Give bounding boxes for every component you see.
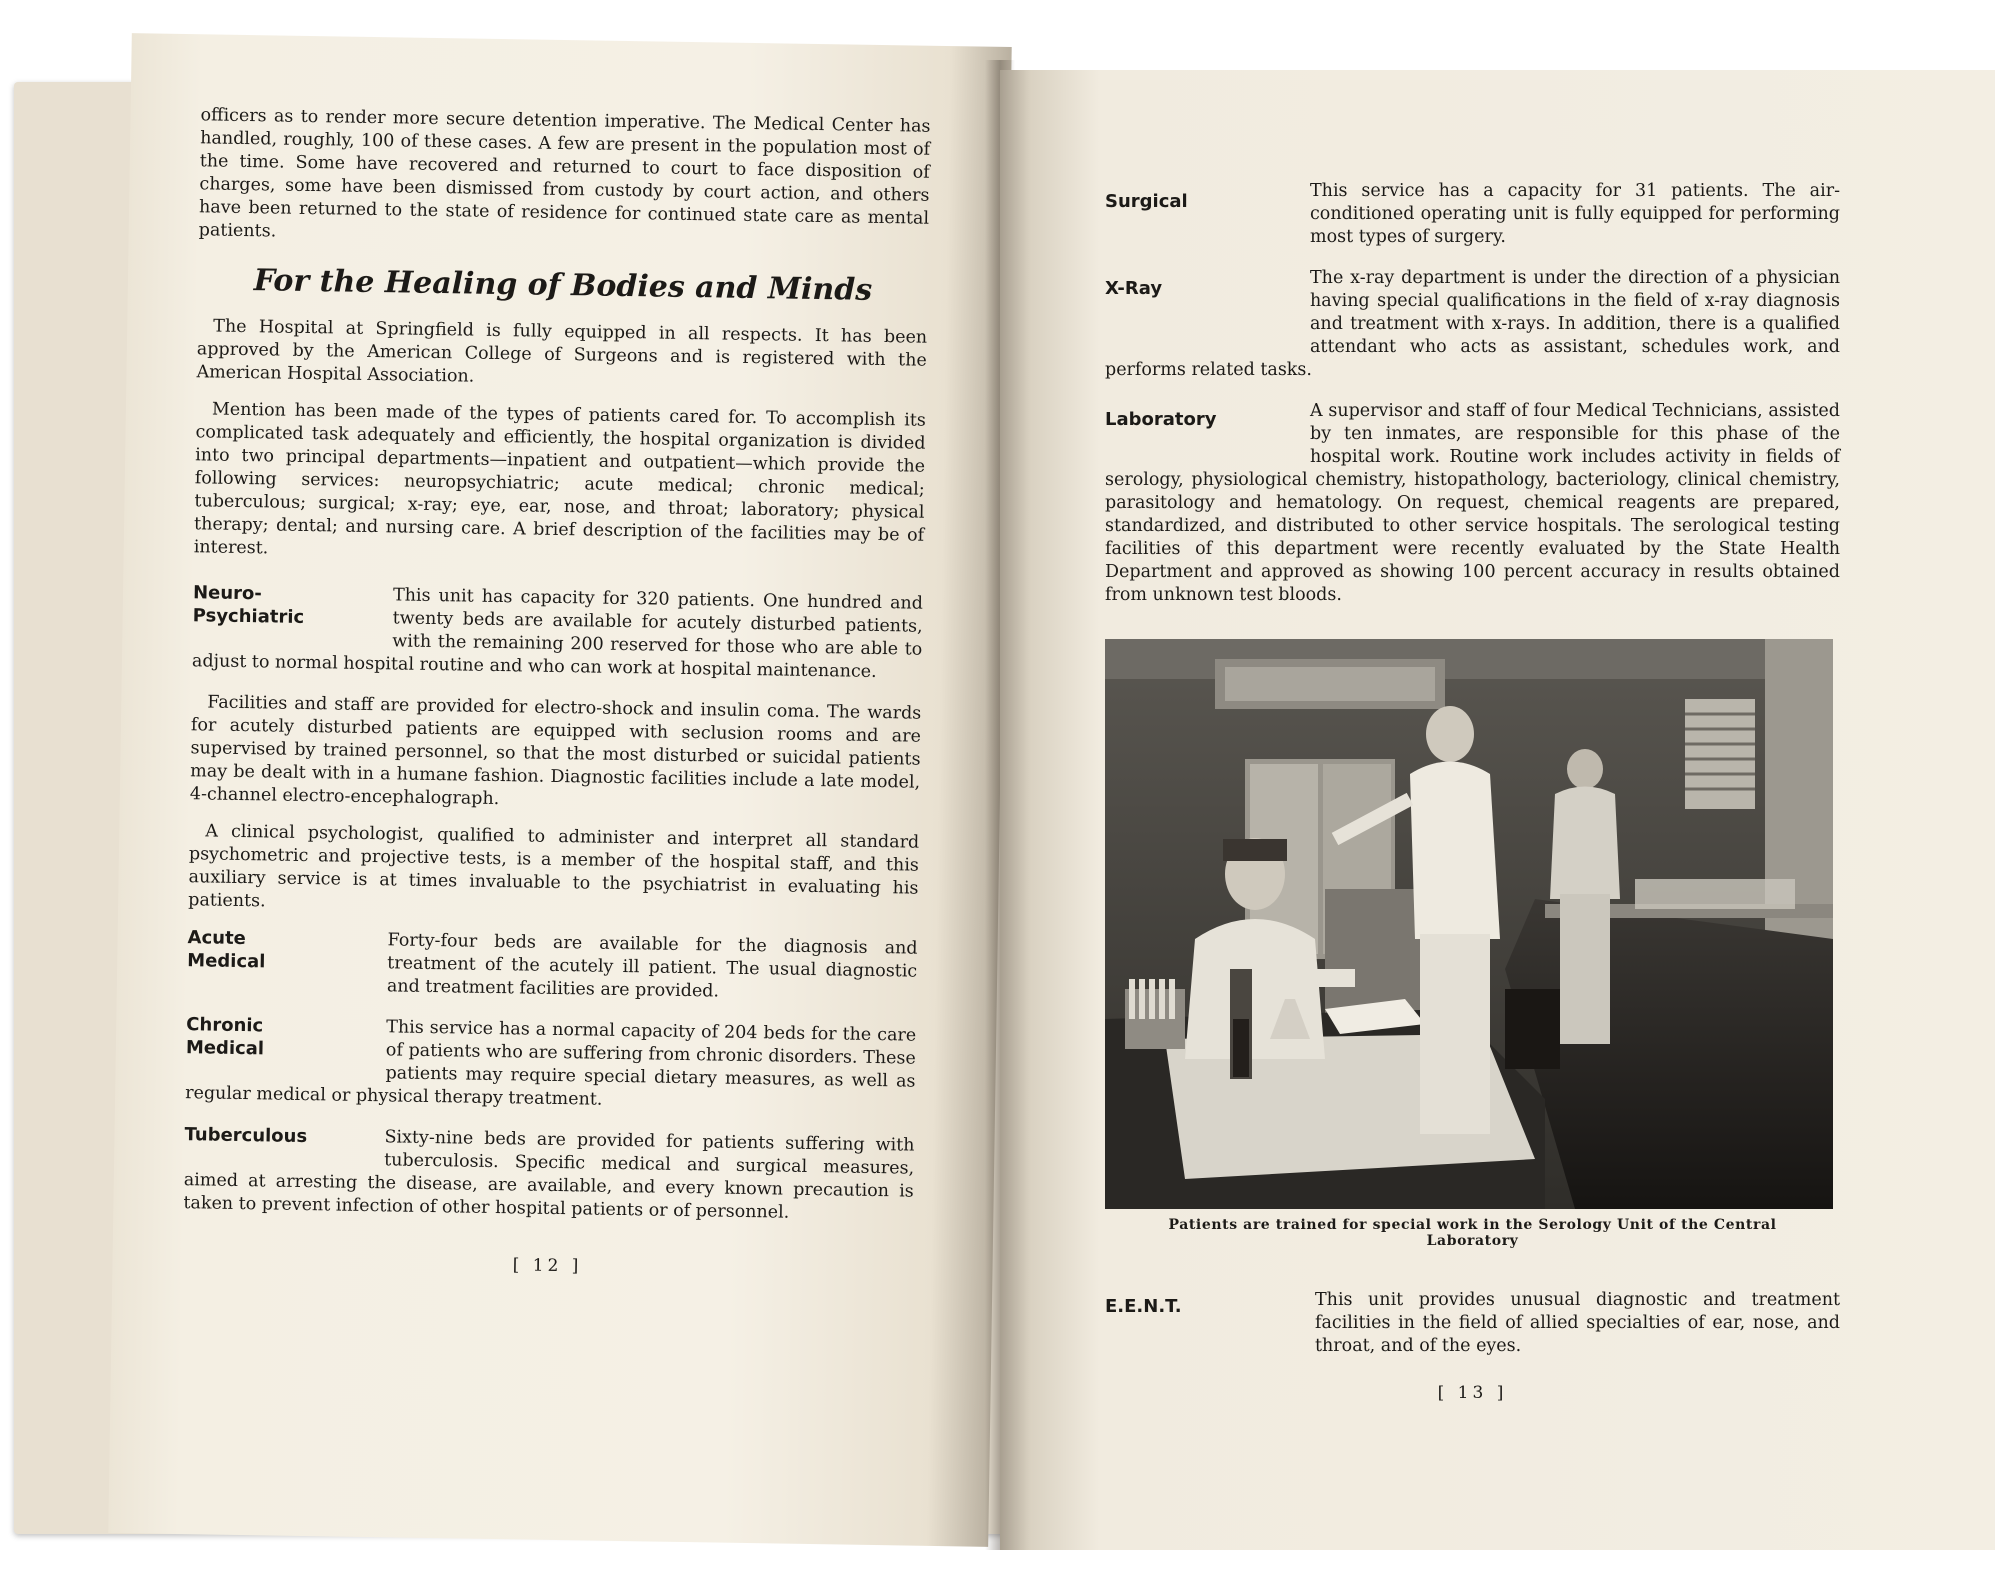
neuropsychiatric-text: This unit has capacity for 320 patients. One hundred and twenty beds are available for acutely disturbed patients, with the remaining 200 reserved for those who are able to adjust to normal hospital routine and who can work at hospital maintenance. — [191, 585, 924, 682]
acute-medical-text: Forty-four beds are available for the diagnosis and treatment of the acutely ill patient. The usual diagnostic and treatment facilities are provided. — [386, 930, 918, 1002]
right-page — [1000, 70, 1995, 1550]
chronic-medical-label — [186, 1013, 387, 1076]
acute-medical-label — [187, 926, 388, 999]
tuberculous-section — [183, 1123, 914, 1226]
left-page-content — [182, 104, 930, 1283]
page-number-right: [ 13 ] — [1437, 1383, 1508, 1403]
serology-lab-photo — [1105, 639, 1833, 1209]
acute-medical-section — [187, 926, 918, 1006]
xray-label: X-Ray — [1105, 278, 1163, 299]
hospital-paragraph: The Hospital at Springfield is fully equipped in all respects. It has been approved by the American College of Surgeons and is registered with the American Hospital Association. — [196, 316, 928, 387]
neuropsychiatric-label — [192, 581, 393, 644]
services-paragraph: Mention has been made of the types of patients cared for. To accomplish its complicated task adequately and efficiently, the hospital organization is divided into two principal departments—inpatient and outpatient—which provide the following services: neuropsychiatric; acute medical; chronic medical; tuberculous; surgical; x-ray; eye, ear, nose, and throat; laboratory; physical therapy; dental; and nursing care. A brief description of the facilities may be of interest. — [193, 399, 927, 559]
tuberculous-label: Tuberculous — [184, 1124, 308, 1148]
left-page — [108, 33, 1011, 1547]
neuro-label-line: Neuro- — [192, 582, 263, 605]
lab-photo-illustration — [1105, 639, 1833, 1209]
laboratory-label: Laboratory — [1105, 409, 1217, 430]
surgical-text: This service has a capacity for 31 patients. The air-conditioned operating unit is fully equipped for performing most types of surgery. — [1310, 181, 1840, 247]
psychologist-paragraph: A clinical psychologist, qualified to administer and interpret all standard psychometric and projective tests, is a member of the hospital staff, and this auxiliary service is at times invaluable to the psychiatrist in evaluating his patients. — [188, 821, 920, 912]
photo-caption: Patients are trained for special work in the Serology Unit of the Central Laboratory — [1168, 1217, 1777, 1249]
chronic-label-line: Chronic — [186, 1014, 264, 1037]
surgical-label: Surgical — [1105, 191, 1188, 212]
psychiatric-label-line: Psychiatric — [192, 605, 305, 628]
chronic-medical-label-line: Medical — [185, 1037, 265, 1060]
page-number-left: [ 12 ] — [512, 1255, 583, 1277]
acute-label-line: Acute — [187, 927, 247, 950]
xray-text: The x-ray department is under the direction of a physician having special qualifications in the field of x-ray diagnosis and treatment with x-rays. In addition, there is a qualified attendant who acts as assistant, schedules work, and performs related tasks. — [1105, 268, 1840, 380]
laboratory-text: A supervisor and staff of four Medical Technicians, assisted by ten inmates, are responsible for this phase of the hospital work. Routine work includes activity in fields of serology, physiological chemistry, histopathology, bacteriology, clinical chemistry, parasitology and hematology. On request, chemical reagents are prepared, standardized, and distributed to other service hospitals. The serological testing facilities of this department were recently evaluated by the State Health Department and approved as showing 100 percent accuracy in results obtained from unknown test bloods. — [1105, 401, 1840, 605]
intro-paragraph: officers as to render more secure detention imperative. The Medical Center has handled, roughly, 100 of these cases. A few are present in the population most of the time. Some have recovered and returned to court to face disposition of charges, some have been dismissed from custody by court action, and others have been returned to the state of residence for continued state care as mental patients. — [198, 105, 931, 242]
eent-section — [1105, 1289, 1840, 1358]
eent-text: This unit provides unusual diagnostic and treatment facilities in the field of allied specialties of ear, nose, and throat, and of the eyes. — [1315, 1290, 1840, 1356]
surgical-section — [1105, 180, 1840, 249]
neuropsychiatric-section — [192, 581, 923, 684]
chronic-medical-section — [185, 1013, 916, 1116]
section-heading: For the Healing of Bodies and Minds — [253, 263, 873, 308]
tuberculous-text: Sixty-nine beds are provided for patients suffering with tuberculosis. Specific medical and surgical measures, aimed at arresting the disease, are available, and every known precaution is taken to prevent infection of other hospital patients or of personnel. — [183, 1127, 915, 1223]
right-page-content — [1105, 180, 1840, 1405]
laboratory-section — [1105, 400, 1840, 607]
eent-label: E.E.N.T. — [1105, 1296, 1182, 1317]
chronic-medical-text: This service has a normal capacity of 204 beds for the care of patients who are suffering from chronic disorders. These patients may require special dietary measures, as well as regular medical or physical therapy treatment. — [185, 1017, 917, 1110]
facilities-paragraph: Facilities and staff are provided for electro-shock and insulin coma. The wards for acutely disturbed patients are equipped with seclusion rooms and are supervised by trained personnel, so that the most disturbed or suicidal patients may be dealt with in a humane fashion. Diagnostic facilities include a late model, 4-channel electro-encephalograph. — [189, 692, 922, 810]
acute-medical-label-line: Medical — [187, 950, 266, 973]
xray-section — [1105, 267, 1840, 382]
